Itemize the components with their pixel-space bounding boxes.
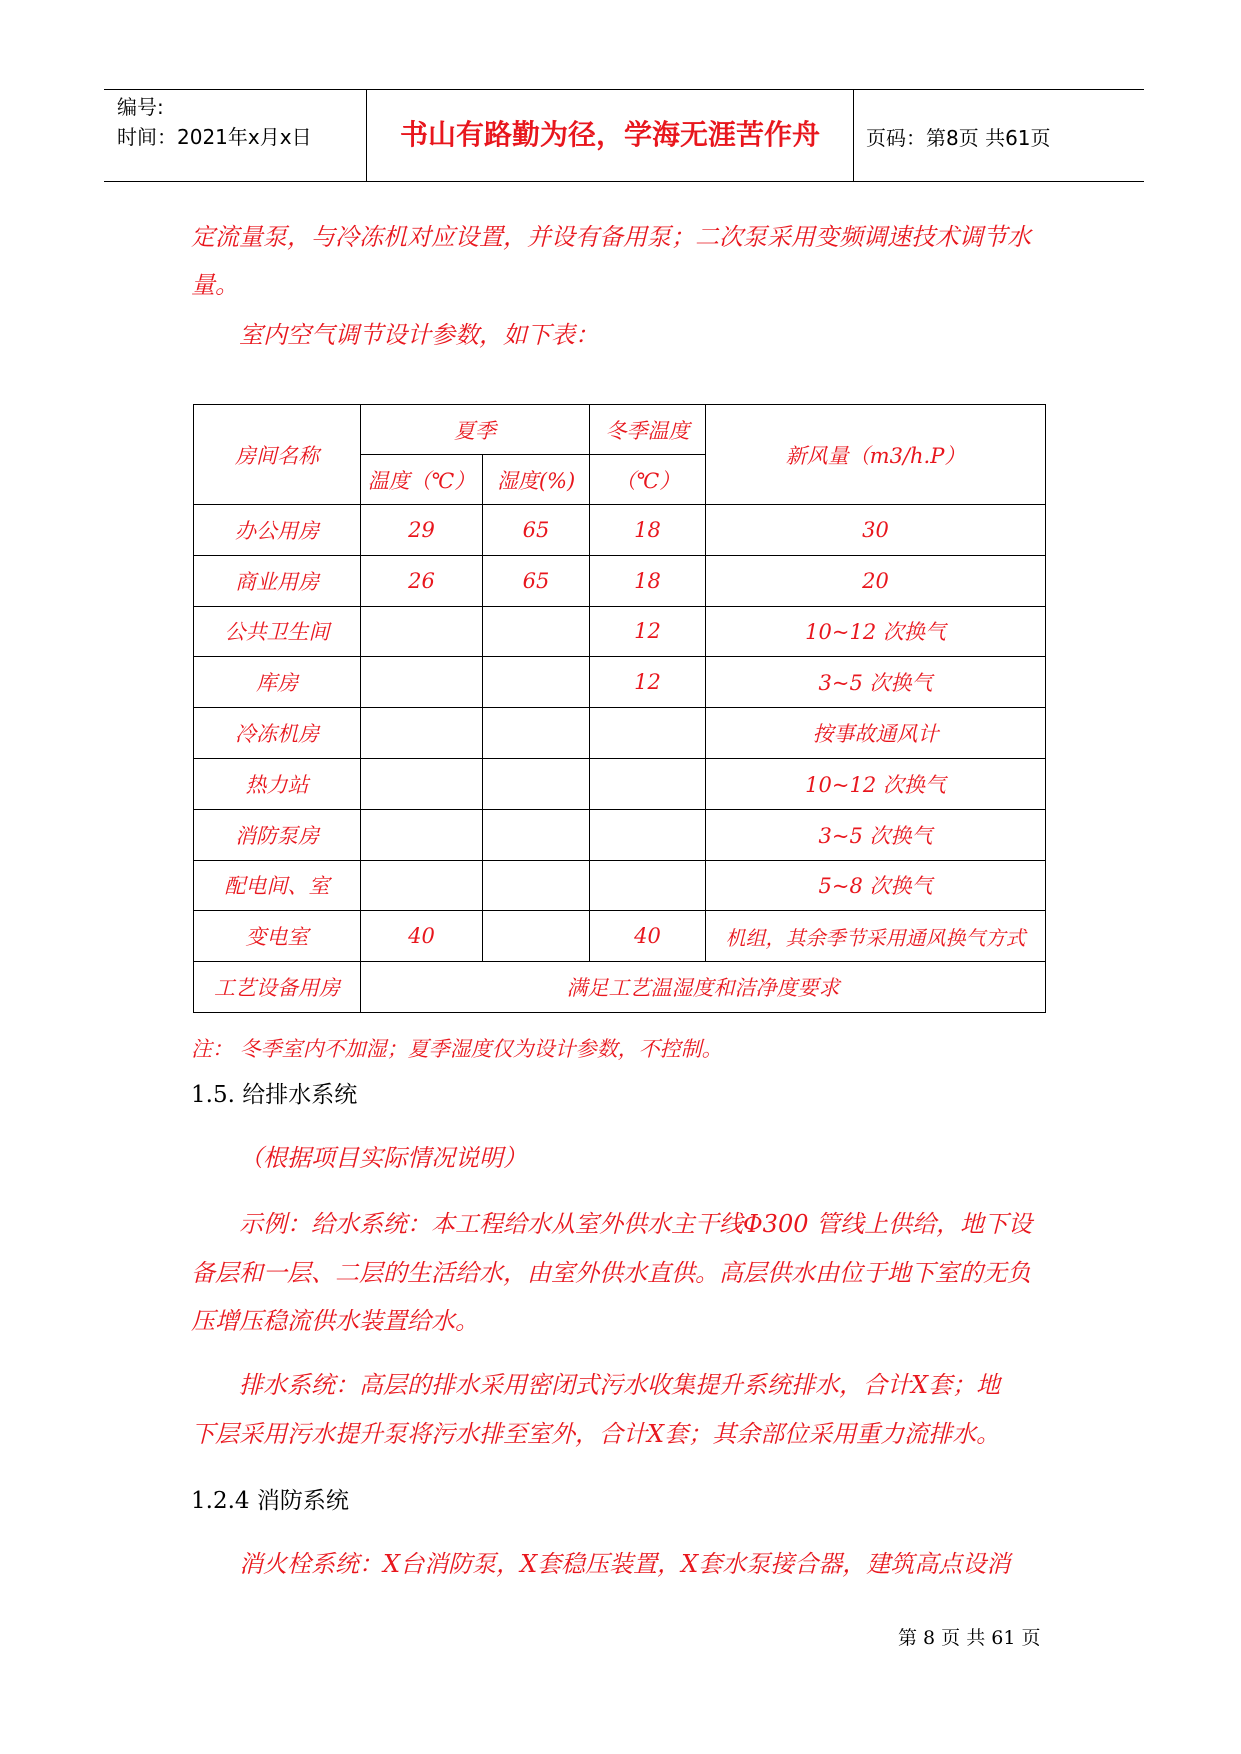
summer-temp	[361, 860, 483, 911]
header-divider-right	[853, 89, 854, 181]
winter-temp: 12	[590, 606, 706, 657]
header-meta	[117, 92, 312, 152]
summer-humidity: 65	[483, 505, 590, 556]
room-name: 配电间、室	[194, 860, 361, 911]
air-conditioning-design-table	[193, 404, 1046, 1013]
header-fresh-air: 新风量（m3/h.P）	[706, 405, 1046, 505]
room-name: 办公用房	[194, 505, 361, 556]
summer-humidity	[483, 860, 590, 911]
header-time-label: 时间：2021年x月x日	[117, 125, 312, 149]
paragraph-table-intro: 室内空气调节设计参数，如下表：	[239, 321, 599, 349]
footer-page-number: 第 8 页 共 61 页	[898, 1627, 1041, 1649]
header-number-label: 编号:	[117, 95, 164, 119]
summer-humidity	[483, 911, 590, 962]
header-summer: 夏季	[361, 405, 590, 455]
table-row	[194, 606, 1046, 657]
winter-temp	[590, 860, 706, 911]
table-row	[194, 657, 1046, 708]
room-name: 商业用房	[194, 555, 361, 606]
table-row	[194, 505, 1046, 556]
summer-humidity	[483, 708, 590, 759]
table-note: 注： 冬季室内不加湿；夏季湿度仅为设计参数，不控制。	[191, 1037, 723, 1061]
summer-humidity	[483, 758, 590, 809]
header-rule-top	[104, 89, 1144, 90]
fresh-air: 机组，其余季节采用通风换气方式	[706, 911, 1046, 962]
section-heading-1-5: 1.5. 给排水系统	[191, 1082, 358, 1108]
room-name: 工艺设备用房	[194, 962, 361, 1013]
winter-temp	[590, 708, 706, 759]
room-name: 变电室	[194, 911, 361, 962]
paragraph-drain-line2: 下层采用污水提升泵将污水排至室外，合计X套；其余部位采用重力流排水。	[191, 1420, 1001, 1448]
paragraph-water-line1: 示例：给水系统：本工程给水从室外供水主干线Φ300 管线上供给，地下设	[239, 1210, 1033, 1238]
header-divider-left	[366, 89, 367, 181]
header-summer-temp: 温度（℃）	[361, 455, 483, 505]
fresh-air: 10~12 次换气	[706, 606, 1046, 657]
room-name: 冷冻机房	[194, 708, 361, 759]
summer-humidity	[483, 809, 590, 860]
fresh-air: 5~8 次换气	[706, 860, 1046, 911]
paragraph-pump-line1: 定流量泵，与冷冻机对应设置，并设有备用泵；二次泵采用变频调速技术调节水	[191, 223, 1031, 251]
header-motto: 书山有路勤为径，学海无涯苦作舟	[399, 118, 820, 151]
winter-temp	[590, 809, 706, 860]
fresh-air: 20	[706, 555, 1046, 606]
header-summer-humidity: 湿度(%)	[483, 455, 590, 505]
section-heading-1-2-4: 1.2.4 消防系统	[191, 1488, 349, 1514]
winter-temp	[590, 758, 706, 809]
header-winter-unit: （℃）	[590, 455, 706, 505]
winter-temp: 18	[590, 505, 706, 556]
table-row	[194, 555, 1046, 606]
room-name: 公共卫生间	[194, 606, 361, 657]
summer-temp	[361, 606, 483, 657]
header-winter-temp: 冬季温度	[590, 405, 706, 455]
winter-temp: 18	[590, 555, 706, 606]
table-row	[194, 962, 1046, 1013]
paragraph-explain: （根据项目实际情况说明）	[239, 1144, 527, 1172]
summer-humidity: 65	[483, 555, 590, 606]
header-rule-bottom	[104, 181, 1144, 182]
room-name: 库房	[194, 657, 361, 708]
fresh-air: 10~12 次换气	[706, 758, 1046, 809]
table-row	[194, 911, 1046, 962]
summer-humidity	[483, 606, 590, 657]
summer-temp: 29	[361, 505, 483, 556]
process-requirement: 满足工艺温湿度和洁净度要求	[361, 962, 1046, 1013]
table-row	[194, 809, 1046, 860]
fresh-air: 3~5 次换气	[706, 809, 1046, 860]
summer-temp	[361, 708, 483, 759]
summer-temp	[361, 809, 483, 860]
summer-temp	[361, 758, 483, 809]
paragraph-water-line2: 备层和一层、二层的生活给水，由室外供水直供。高层供水由位于地下室的无负	[191, 1259, 1031, 1287]
summer-temp: 26	[361, 555, 483, 606]
room-name: 热力站	[194, 758, 361, 809]
fresh-air: 按事故通风计	[706, 708, 1046, 759]
summer-temp	[361, 657, 483, 708]
table-row	[194, 860, 1046, 911]
table-row	[194, 708, 1046, 759]
paragraph-water-line3: 压增压稳流供水装置给水。	[191, 1307, 479, 1335]
fresh-air: 3~5 次换气	[706, 657, 1046, 708]
header-page-info: 页码：第8页 共61页	[866, 126, 1051, 150]
paragraph-fire-line1: 消火栓系统：X台消防泵，X套稳压装置，X套水泵接合器，建筑高点设消	[239, 1550, 1011, 1578]
winter-temp: 12	[590, 657, 706, 708]
paragraph-pump-line2: 量。	[191, 271, 239, 299]
summer-temp: 40	[361, 911, 483, 962]
table-row	[194, 758, 1046, 809]
room-name: 消防泵房	[194, 809, 361, 860]
fresh-air: 30	[706, 505, 1046, 556]
winter-temp: 40	[590, 911, 706, 962]
summer-humidity	[483, 657, 590, 708]
header-room-name: 房间名称	[194, 405, 361, 505]
paragraph-drain-line1: 排水系统：高层的排水采用密闭式污水收集提升系统排水，合计X套；地	[239, 1371, 1001, 1399]
